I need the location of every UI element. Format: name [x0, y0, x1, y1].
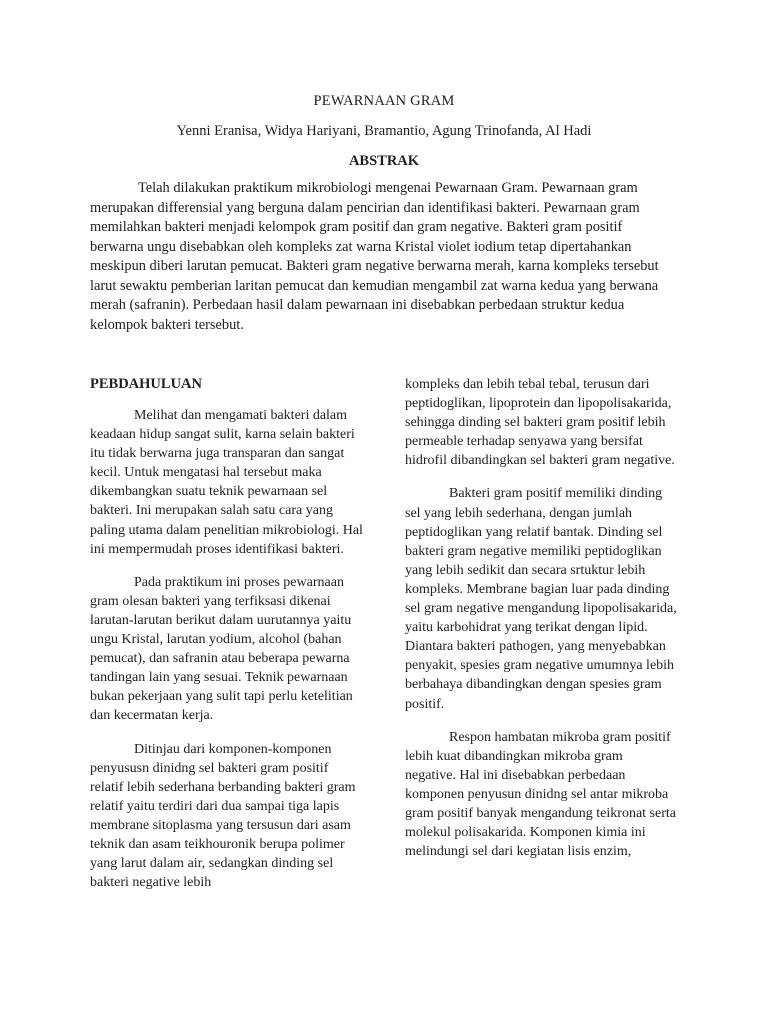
paragraph: Melihat dan mengamati bakteri dalam keadaan hidup sangat sulit, karna selain bakteri itu tidak berwarna juga transparan dan sangat kecil. Untuk mengatasi hal tersebut maka dikembangkan suatu teknik pewarnaan sel bakteri. Ini merupakan salah satu cara yang paling utama dalam penelitian mikrobiologi. Hal ini mempermudah proses identifikasi bakteri.: [90, 408, 363, 557]
abstract-heading: ABSTRAK: [348, 153, 420, 169]
author-list: Yenni Eranisa, Widya Hariyani, Bramantio, Agung Trinofanda, Al Hadi: [176, 123, 592, 139]
paper-title: PEWARNAAN GRAM: [313, 93, 455, 109]
left-column: [90, 374, 363, 906]
paragraph: Respon hambatan mikroba gram positif lebih kuat dibandingkan mikroba gram negative. Hal ini disebabkan perbedaan komponen penyusun dinidng sel antar mikroba gram positif banyak mengandung teikronat serta molekul polisakarida. Komponen kimia ini melindungi sel dari kegiatan lisis enzim,: [405, 729, 676, 860]
paragraph: Ditinjau dari komponen-komponen penyususn dinidng sel bakteri gram positif relatif lebih sederhana berbanding bakteri gram relatif yaitu terdiri dari dua sampai tiga lapis membrane sitoplasma yang tersusun dari asam teknik dan asam teikhouronik berupa polimer yang larut dalam air, sedangkan dinding sel bakteri negative lebih: [90, 741, 356, 891]
paragraph-continued: kompleks dan lebih tebal tebal, terusun dari peptidoglikan, lipoprotein dan lipopolisakarida, sehingga dinding sel bakteri gram positif lebih permeable terhadap senyawa yang bersifat hidrofil dibandingkan sel bakteri gram negative.: [405, 377, 675, 469]
section-heading: PEBDAHULUAN: [90, 376, 202, 392]
right-column: [405, 375, 677, 875]
paragraph: Bakteri gram positif memiliki dinding sel yang lebih sederhana, dengan jumlah peptidoglikan yang relatif bantak. Dinding sel bakteri gram negative memiliki peptidoglikan yang lebih sedikit dan secara srtuktur lebih kompleks. Membrane bagian luar pada dinding sel gram negative mengandung lipopolisakarida, yaitu karbohidrat yang terikat dengan lipid. Diantara bakteri pathogen, yang menyebabkan penyakit, spesies gram negative umumnya lebih berbahaya dibandingkan dengan spesies gram positif.: [405, 486, 677, 712]
paragraph: Pada praktikum ini proses pewarnaan gram olesan bakteri yang terfiksasi dikenai larutan-larutan berikut dalam uurutannya yaitu ungu Kristal, larutan yodium, alcohol (bahan pemucat), dan safranin atau beberapa pewarna tandingan lain yang sesuai. Teknik pewarnaan bukan pekerjaan yang sulit tapi perlu ketelitian dan kecermatan kerja.: [90, 574, 353, 724]
abstract-text: Telah dilakukan praktikum mikrobiologi mengenai Pewarnaan Gram. Pewarnaan gram merupakan differensial yang berguna dalam pencirian dan identifikasi bakteri. Pewarnaan gram memilahkan bakteri menjadi kelompok gram positif dan gram negative. Bakteri gram positif berwarna ungu disebabkan oleh kompleks zat warna Kristal violet iodium tetap dipertahankan meskipun diberi larutan pemucat. Bakteri gram negative berwarna merah, karna kompleks tersebut larut sewaktu pemberian laritan pemucat dan kemudian mengambil zat warna kedua yang berwana merah (safranin). Perbedaan hasil dalam pewarnaan ini disebabkan perbedaan struktur kedua kelompok bakteri tersebut.: [90, 180, 659, 333]
